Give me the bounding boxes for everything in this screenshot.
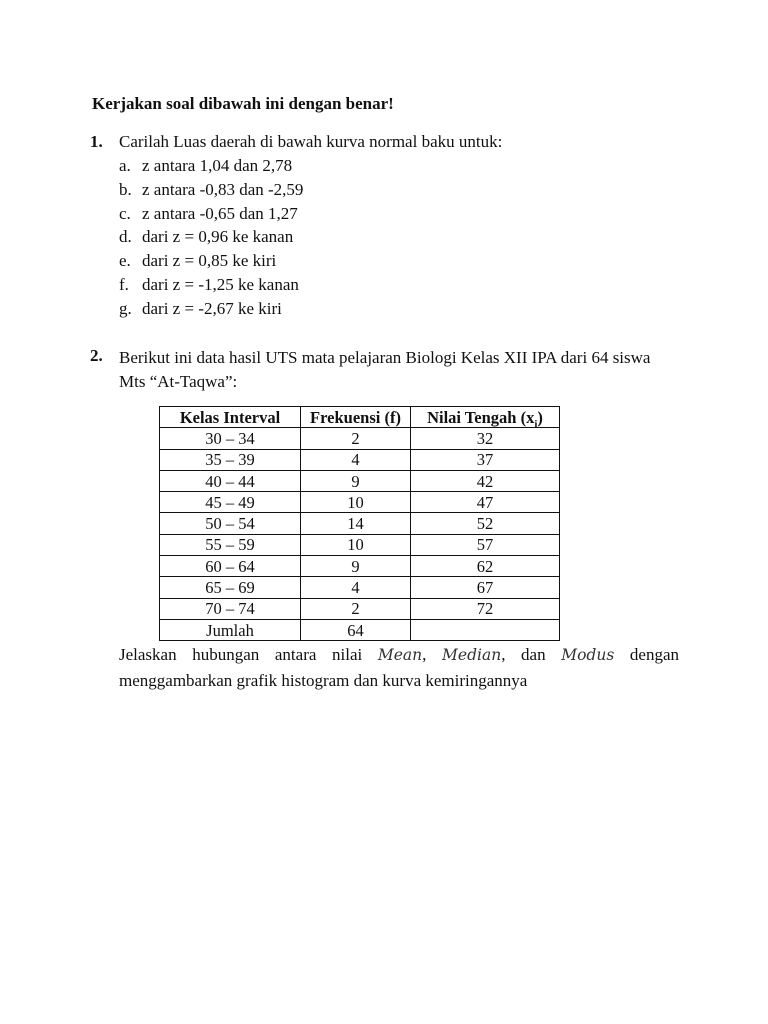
cell-nilai-tengah: 37 bbox=[411, 449, 560, 470]
cell-kelas-interval: 55 – 59 bbox=[160, 534, 301, 555]
item-text: z antara 1,04 dan 2,78 bbox=[142, 156, 293, 175]
item-letter: c. bbox=[119, 203, 131, 223]
cell-kelas-interval: 30 – 34 bbox=[160, 428, 301, 449]
item-text: dari z = -1,25 ke kanan bbox=[142, 274, 299, 294]
total-label: Jumlah bbox=[160, 619, 301, 640]
item-letter: a. bbox=[119, 156, 131, 175]
instruction-text: , bbox=[422, 645, 443, 664]
item-text: dari z = -2,67 ke kiri bbox=[142, 298, 282, 318]
table-row bbox=[160, 577, 560, 598]
question-1-number: 1. bbox=[90, 132, 103, 151]
cell-kelas-interval: 45 – 49 bbox=[160, 492, 301, 513]
stem-line-2: Mts “At-Taqwa”: bbox=[119, 372, 238, 391]
subscript-i: i bbox=[534, 417, 538, 430]
total-empty-cell bbox=[411, 619, 560, 640]
cell-nilai-tengah: 67 bbox=[411, 577, 560, 598]
table-row bbox=[160, 598, 560, 619]
term-median: Median bbox=[442, 646, 502, 664]
item-letter: d. bbox=[119, 227, 132, 247]
cell-nilai-tengah: 72 bbox=[411, 598, 560, 619]
item-text: z antara -0,65 dan 1,27 bbox=[142, 203, 298, 223]
cell-frekuensi: 2 bbox=[301, 598, 411, 619]
item-text: z antara -0,83 dan -2,59 bbox=[142, 179, 304, 199]
cell-kelas-interval: 60 – 64 bbox=[160, 556, 301, 577]
table-body bbox=[160, 428, 560, 620]
item-letter: e. bbox=[119, 251, 131, 271]
cell-frekuensi: 4 bbox=[301, 449, 411, 470]
header-nilai-tengah-text: Nilai Tengah (x bbox=[427, 407, 535, 427]
question-2-stem bbox=[119, 346, 679, 394]
question-1-stem: Carilah Luas daerah di bawah kurva normal baku untuk: bbox=[119, 132, 503, 151]
table-row bbox=[160, 470, 560, 491]
list-item bbox=[119, 202, 303, 226]
list-item bbox=[119, 178, 303, 202]
list-item bbox=[119, 297, 303, 321]
table-row bbox=[160, 449, 560, 470]
table-header-row bbox=[160, 407, 560, 428]
list-item bbox=[119, 273, 303, 297]
instruction-line-2: menggambarkan grafik histogram dan kurva kemiringannya bbox=[119, 671, 528, 690]
cell-kelas-interval: 40 – 44 bbox=[160, 470, 301, 491]
item-letter: f. bbox=[119, 274, 129, 294]
cell-frekuensi: 9 bbox=[301, 556, 411, 577]
instruction-line-1 bbox=[119, 642, 679, 668]
cell-kelas-interval: 35 – 39 bbox=[160, 449, 301, 470]
cell-frekuensi: 2 bbox=[301, 428, 411, 449]
header-kelas-interval: Kelas Interval bbox=[160, 407, 301, 428]
cell-frekuensi: 4 bbox=[301, 577, 411, 598]
stem-line-1: Berikut ini data hasil UTS mata pelajaran Biologi Kelas XII IPA dari 64 siswa bbox=[119, 348, 651, 367]
cell-frekuensi: 10 bbox=[301, 534, 411, 555]
item-letter: b. bbox=[119, 179, 132, 199]
cell-nilai-tengah: 52 bbox=[411, 513, 560, 534]
question-2-number: 2. bbox=[90, 346, 103, 365]
page-title: Kerjakan soal dibawah ini dengan benar! bbox=[92, 94, 394, 113]
cell-nilai-tengah: 62 bbox=[411, 556, 560, 577]
question-1-sublist bbox=[119, 154, 303, 321]
cell-nilai-tengah: 47 bbox=[411, 492, 560, 513]
table-total-row bbox=[160, 619, 560, 640]
header-close-paren: ) bbox=[537, 407, 543, 427]
table-row bbox=[160, 513, 560, 534]
cell-nilai-tengah: 32 bbox=[411, 428, 560, 449]
list-item bbox=[119, 154, 303, 178]
total-value: 64 bbox=[301, 619, 411, 640]
cell-kelas-interval: 70 – 74 bbox=[160, 598, 301, 619]
header-frekuensi: Frekuensi (f) bbox=[301, 407, 411, 428]
term-mean: Mean bbox=[377, 646, 423, 664]
question-2-instruction bbox=[119, 642, 679, 693]
cell-frekuensi: 9 bbox=[301, 470, 411, 491]
list-item bbox=[119, 225, 303, 249]
term-modus: Modus bbox=[561, 646, 615, 664]
table-row bbox=[160, 492, 560, 513]
cell-kelas-interval: 65 – 69 bbox=[160, 577, 301, 598]
item-text: dari z = 0,85 ke kiri bbox=[142, 251, 277, 271]
table-row bbox=[160, 534, 560, 555]
cell-frekuensi: 10 bbox=[301, 492, 411, 513]
item-letter: g. bbox=[119, 298, 132, 318]
cell-frekuensi: 14 bbox=[301, 513, 411, 534]
cell-kelas-interval: 50 – 54 bbox=[160, 513, 301, 534]
table-row bbox=[160, 556, 560, 577]
frequency-table bbox=[159, 406, 560, 641]
item-text: dari z = 0,96 ke kanan bbox=[142, 227, 294, 247]
cell-nilai-tengah: 42 bbox=[411, 470, 560, 491]
cell-nilai-tengah: 57 bbox=[411, 534, 560, 555]
instruction-text: , dan bbox=[501, 645, 562, 664]
table-row bbox=[160, 428, 560, 449]
list-item bbox=[119, 249, 303, 273]
instruction-text: Jelaskan hubungan antara nilai bbox=[119, 645, 378, 664]
header-nilai-tengah bbox=[411, 407, 560, 428]
instruction-text: dengan bbox=[614, 645, 680, 664]
